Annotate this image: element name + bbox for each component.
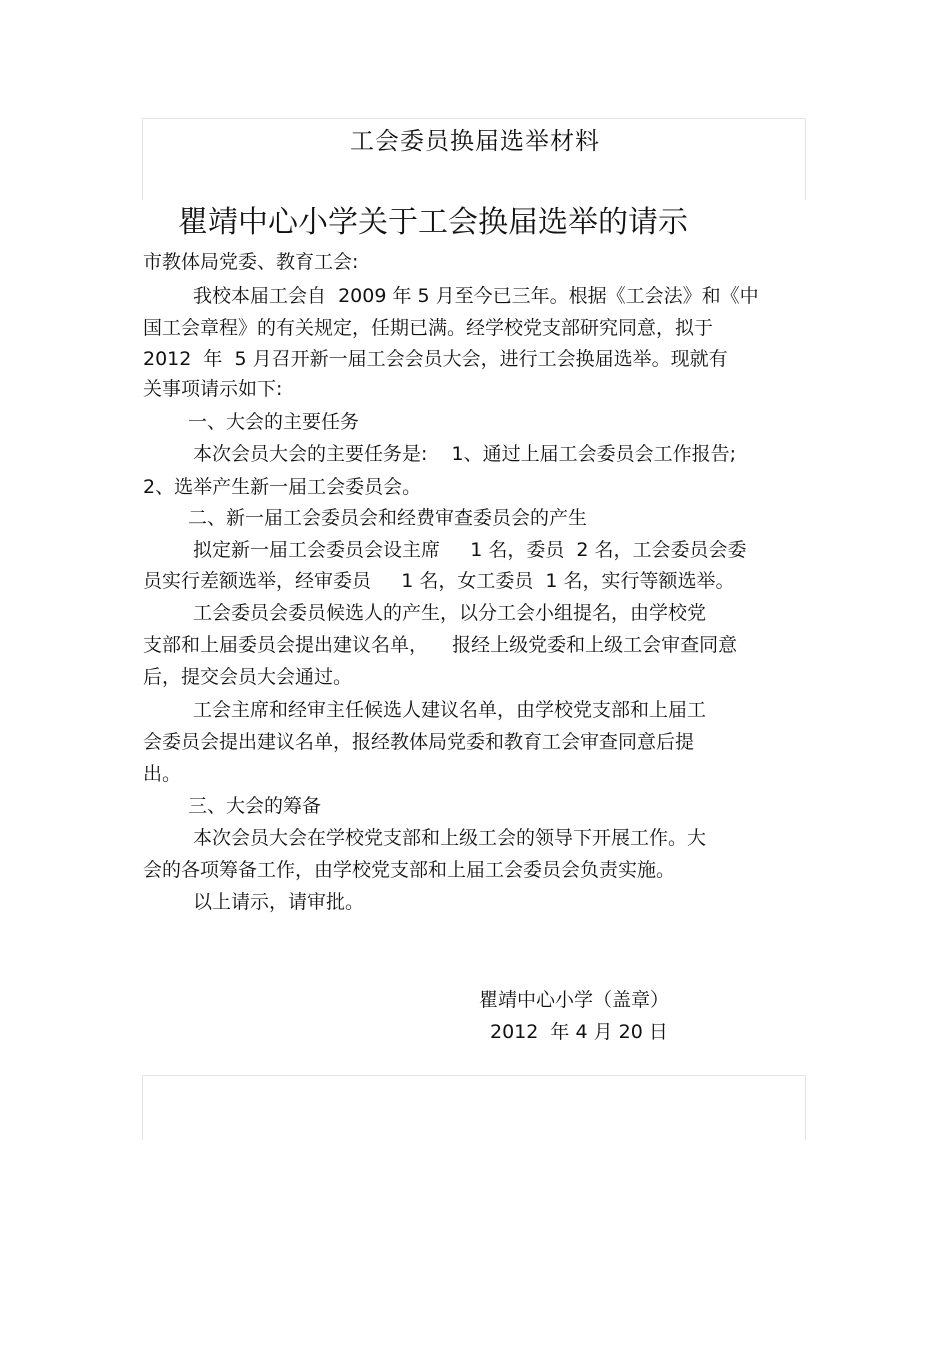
document-title: 瞿靖中心小学关于工会换届选举的请示	[178, 205, 688, 240]
body-line: 支部和上届委员会提出建议名单， 报经上级党委和上级工会审查同意	[143, 634, 738, 656]
body-line: 会委员会提出建议名单，报经教体局党委和教育工会审查同意后提	[143, 731, 695, 753]
body-line: 员实行差额选举，经审委员 1 名，女工委员 1 名，实行等额选举。	[143, 570, 735, 592]
body-line: 我校本届工会自 2009 年 5 月至今已三年。根据《工会法》和《中	[193, 285, 759, 307]
section-heading: 三、大会的筹备	[188, 795, 322, 817]
body-line: 2、选举产生新一届工会委员会。	[143, 476, 422, 498]
body-line: 国工会章程》的有关规定，任期已满。经学校党支部研究同意，拟于	[143, 317, 714, 339]
signature-org: 瞿靖中心小学（盖章）	[479, 989, 670, 1011]
signature-date: 2012 年 4 月 20 日	[490, 1021, 668, 1043]
body-line: 后，提交会员大会通过。	[143, 666, 353, 688]
section-heading: 一、大会的主要任务	[188, 411, 360, 433]
body-line: 本次会员大会的主要任务是: 1、通过上届工会委员会工作报告;	[193, 443, 737, 465]
body-line: 出。	[143, 763, 182, 785]
footer-frame	[142, 1075, 806, 1140]
body-line: 会的各项筹备工作，由学校党支部和上届工会委员会负责实施。	[143, 859, 676, 881]
body-line: 2012 年 5 月召开新一届工会会员大会，进行工会换届选举。现就有	[143, 348, 728, 370]
body-line: 本次会员大会在学校党支部和上级工会的领导下开展工作。大	[193, 827, 707, 849]
section-heading: 二、新一届工会委员会和经费审查委员会的产生	[188, 507, 588, 529]
body-line: 拟定新一届工会委员会设主席 1 名，委员 2 名，工会委员会委	[193, 539, 747, 561]
body-line: 关事项请示如下:	[143, 378, 283, 400]
header-title: 工会委员换届选举材料	[350, 127, 600, 155]
recipient-line: 市教体局党委、教育工会:	[143, 251, 359, 273]
body-line: 工会委员会委员候选人的产生，以分工会小组提名，由学校党	[193, 602, 707, 624]
body-line: 工会主席和经审主任候选人建议名单，由学校党支部和上届工	[193, 699, 707, 721]
closing-line: 以上请示，请审批。	[193, 891, 365, 913]
